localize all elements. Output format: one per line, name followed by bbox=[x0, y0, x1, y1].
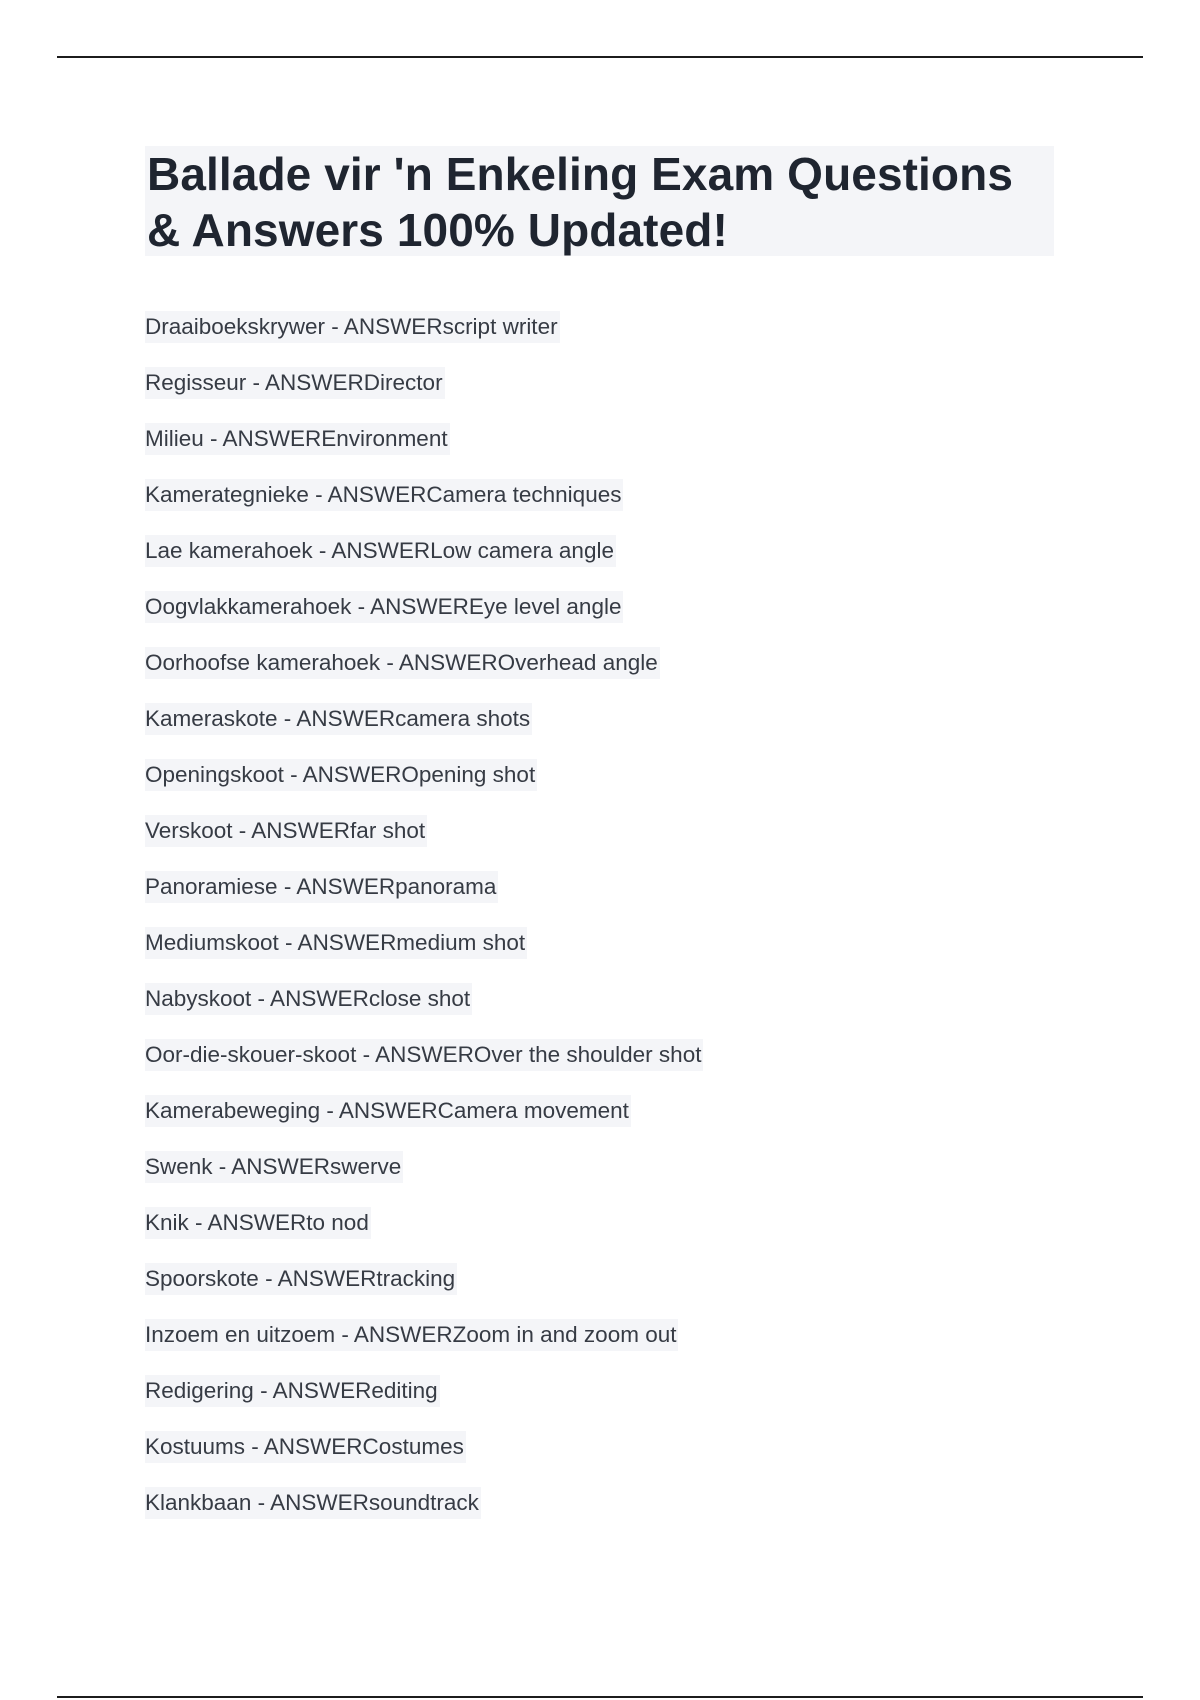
qa-item-text: Kostuums - ANSWERCostumes bbox=[145, 1431, 466, 1463]
qa-item bbox=[145, 1095, 703, 1151]
qa-item bbox=[145, 927, 703, 983]
qa-item-text: Verskoot - ANSWERfar shot bbox=[145, 815, 427, 847]
qa-item bbox=[145, 1151, 703, 1207]
qa-item bbox=[145, 367, 703, 423]
page-title bbox=[145, 146, 1054, 258]
qa-item bbox=[145, 871, 703, 927]
qa-item-text: Oor-die-skouer-skoot - ANSWEROver the shoulder shot bbox=[145, 1039, 703, 1071]
qa-item-text: Nabyskoot - ANSWERclose shot bbox=[145, 983, 472, 1015]
qa-item bbox=[145, 423, 703, 479]
qa-item bbox=[145, 1375, 703, 1431]
qa-item bbox=[145, 703, 703, 759]
qa-item-text: Knik - ANSWERto nod bbox=[145, 1207, 371, 1239]
qa-item bbox=[145, 1263, 703, 1319]
qa-item-text: Draaiboekskrywer - ANSWERscript writer bbox=[145, 311, 560, 343]
qa-item bbox=[145, 1039, 703, 1095]
qa-item-text: Kamerategnieke - ANSWERCamera techniques bbox=[145, 479, 623, 511]
title-line-2: & Answers 100% Updated! bbox=[147, 204, 728, 256]
qa-item bbox=[145, 983, 703, 1039]
qa-item bbox=[145, 1207, 703, 1263]
qa-item bbox=[145, 311, 703, 367]
qa-item bbox=[145, 479, 703, 535]
top-rule bbox=[57, 56, 1143, 58]
qa-item-text: Panoramiese - ANSWERpanorama bbox=[145, 871, 498, 903]
qa-item-text: Klankbaan - ANSWERsoundtrack bbox=[145, 1487, 481, 1519]
title-block bbox=[145, 146, 1054, 256]
qa-item bbox=[145, 535, 703, 591]
qa-item-text: Redigering - ANSWERediting bbox=[145, 1375, 440, 1407]
qa-list bbox=[145, 311, 703, 1543]
qa-item-text: Kamerabeweging - ANSWERCamera movement bbox=[145, 1095, 631, 1127]
qa-item-text: Spoorskote - ANSWERtracking bbox=[145, 1263, 457, 1295]
qa-item-text: Mediumskoot - ANSWERmedium shot bbox=[145, 927, 527, 959]
qa-item bbox=[145, 815, 703, 871]
qa-item-text: Oogvlakkamerahoek - ANSWEREye level angle bbox=[145, 591, 623, 623]
qa-item-text: Openingskoot - ANSWEROpening shot bbox=[145, 759, 537, 791]
qa-item bbox=[145, 1487, 703, 1543]
title-line-1: Ballade vir 'n Enkeling Exam Questions bbox=[147, 148, 1014, 200]
qa-item-text: Oorhoofse kamerahoek - ANSWEROverhead angle bbox=[145, 647, 660, 679]
bottom-rule bbox=[57, 1696, 1143, 1698]
qa-item bbox=[145, 591, 703, 647]
qa-item-text: Lae kamerahoek - ANSWERLow camera angle bbox=[145, 535, 616, 567]
qa-item bbox=[145, 759, 703, 815]
qa-item bbox=[145, 647, 703, 703]
qa-item bbox=[145, 1319, 703, 1375]
qa-item-text: Milieu - ANSWEREnvironment bbox=[145, 423, 450, 455]
qa-item-text: Inzoem en uitzoem - ANSWERZoom in and zoom out bbox=[145, 1319, 678, 1351]
qa-item-text: Regisseur - ANSWERDirector bbox=[145, 367, 445, 399]
qa-item-text: Kameraskote - ANSWERcamera shots bbox=[145, 703, 532, 735]
qa-item bbox=[145, 1431, 703, 1487]
qa-item-text: Swenk - ANSWERswerve bbox=[145, 1151, 403, 1183]
